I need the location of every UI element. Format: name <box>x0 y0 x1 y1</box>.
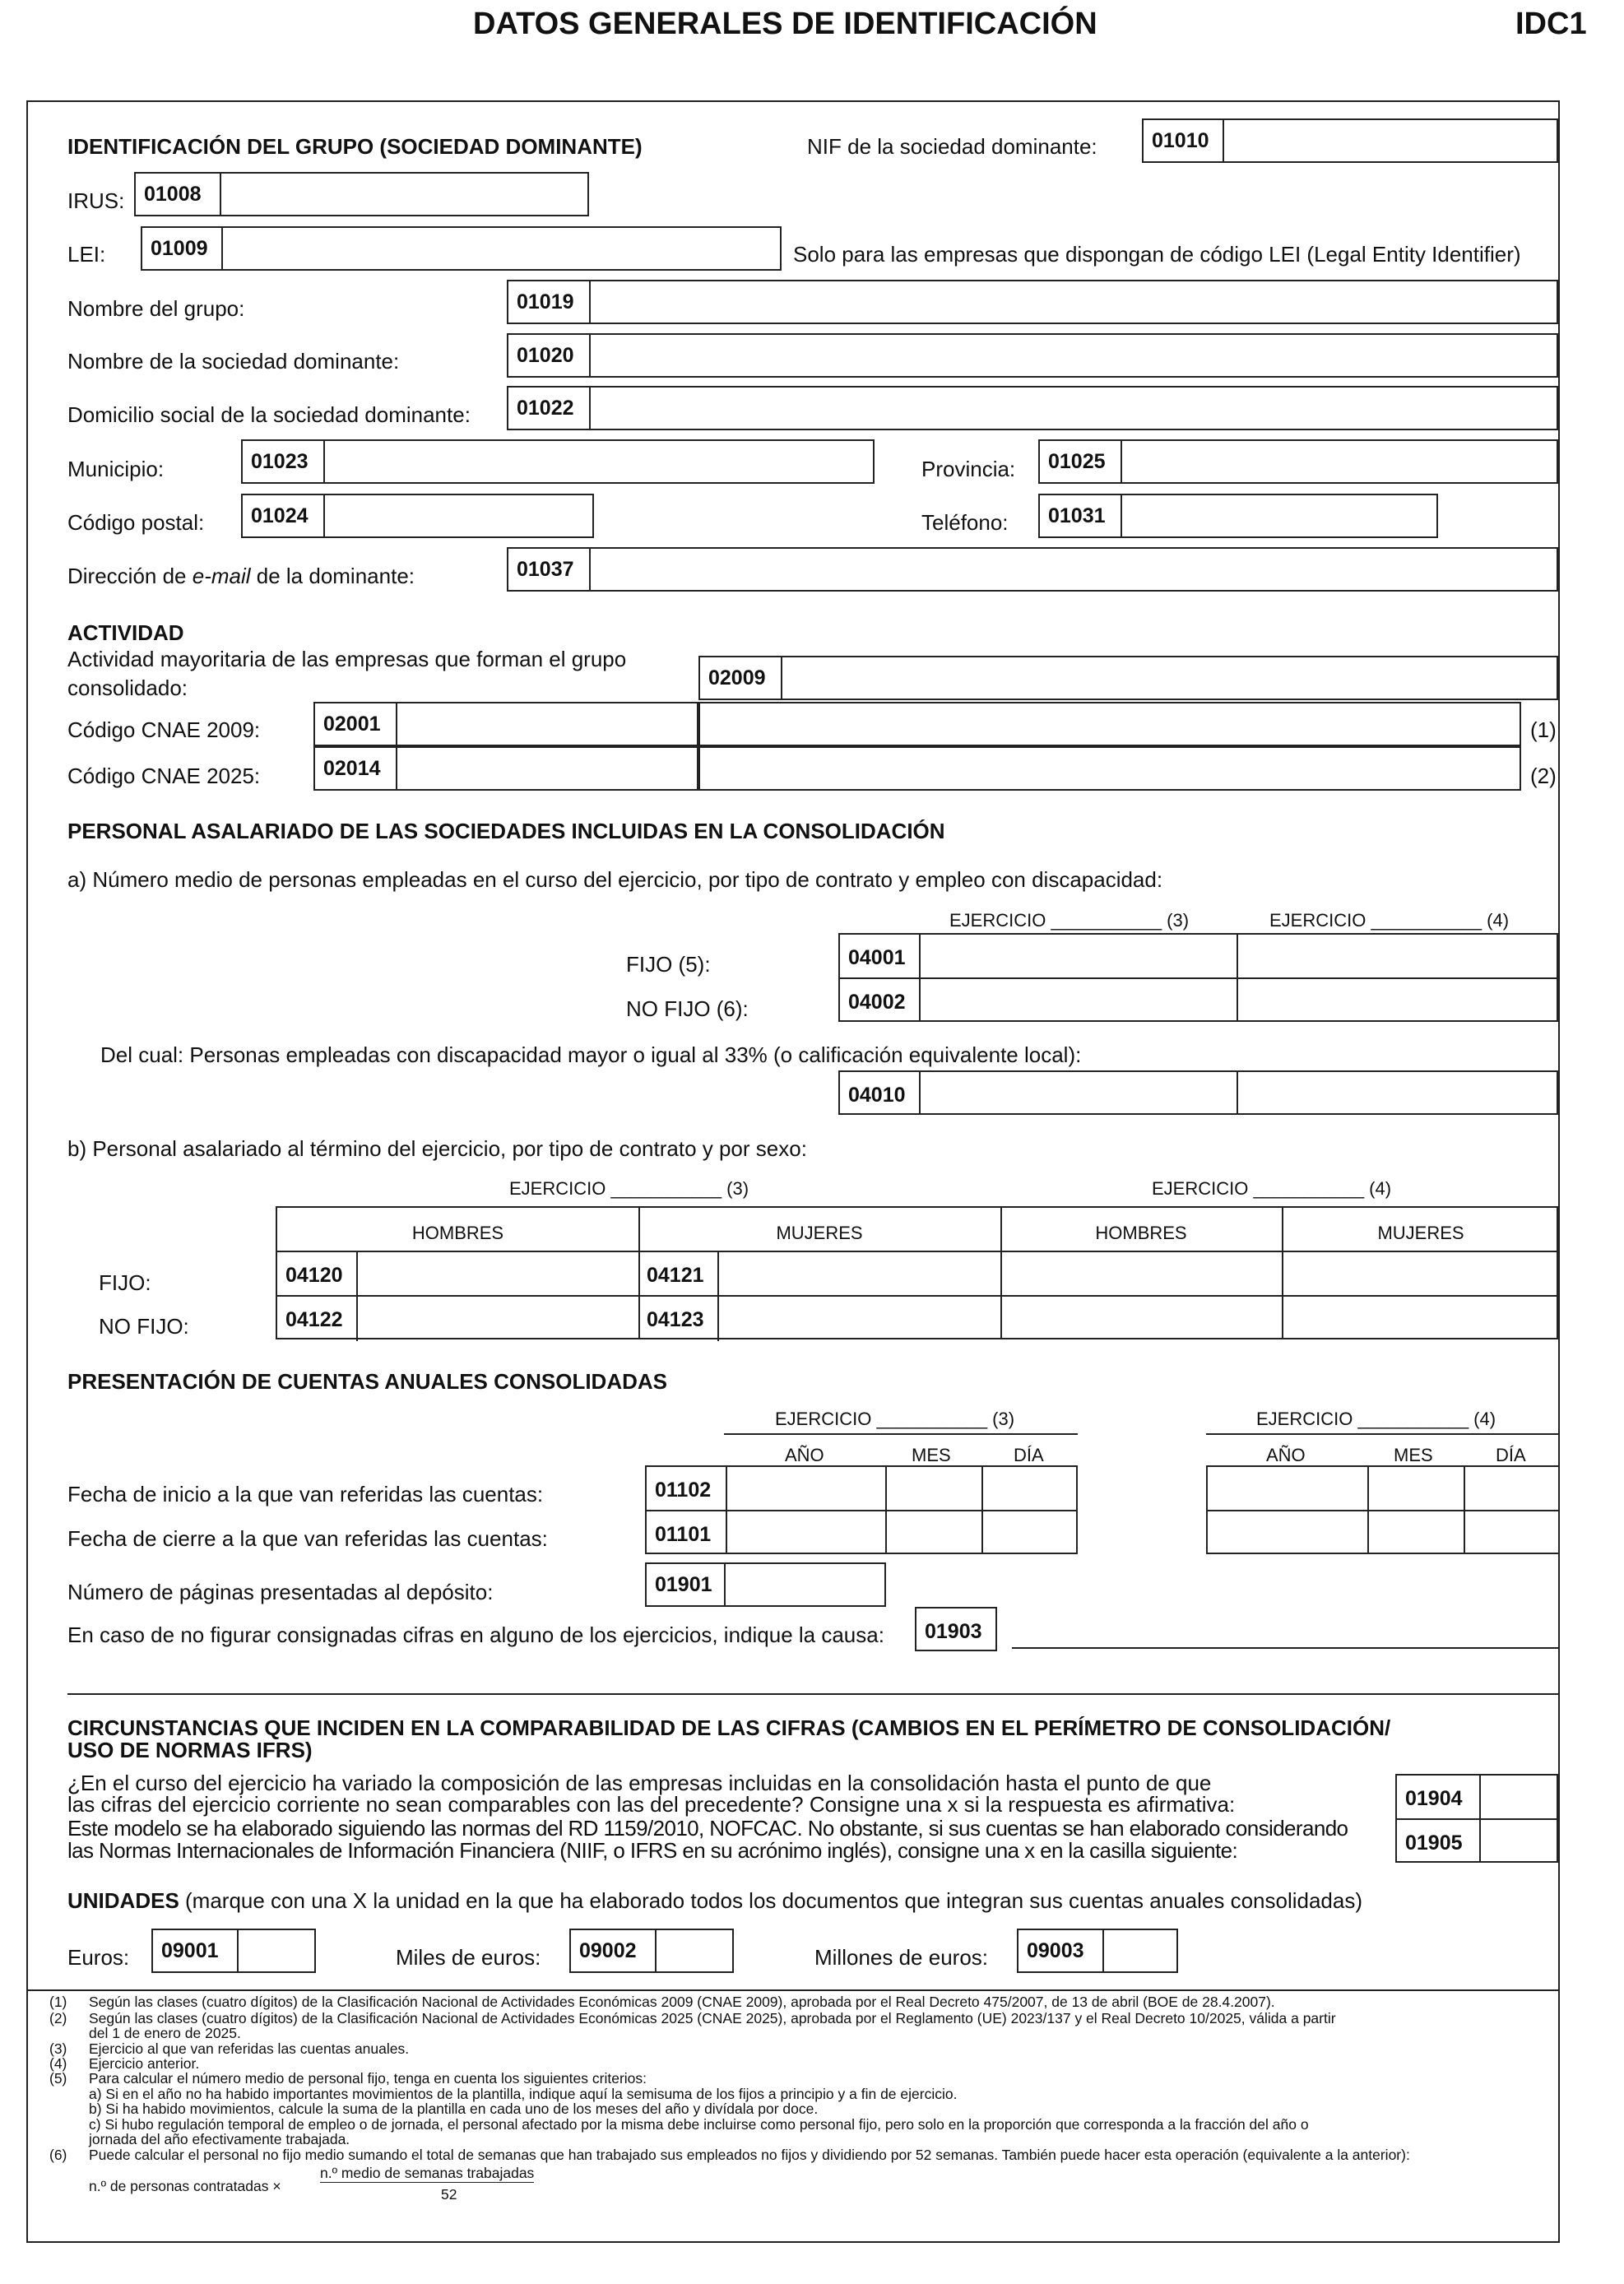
dominante-field[interactable] <box>507 333 1558 378</box>
personal-a-table <box>838 933 1558 1022</box>
irus-label: IRUS: <box>67 188 125 213</box>
note-4-num: (4) <box>49 2055 67 2072</box>
telefono-code: 01031 <box>1040 495 1122 536</box>
lei-field[interactable] <box>141 226 782 271</box>
disc-code: 04010 <box>848 1084 906 1107</box>
millones-field[interactable] <box>1017 1929 1178 1973</box>
disc-ejercicio-3-input[interactable] <box>921 1072 1237 1115</box>
personal-a-ejercicio-3: EJERCICIO ___________ (3) <box>949 910 1190 931</box>
cierre-dia-3-input[interactable] <box>983 1511 1078 1554</box>
nofijo-hombres-4-input[interactable] <box>1002 1297 1282 1339</box>
ano-header-3: AÑO <box>785 1445 824 1465</box>
nif-field[interactable] <box>1142 118 1558 163</box>
fijo-ejercicio-4-input[interactable] <box>1238 935 1559 977</box>
provincia-code: 01025 <box>1040 441 1122 482</box>
lei-label: LEI: <box>67 242 106 267</box>
note-5-num: (5) <box>49 2070 67 2087</box>
fijo-mujeres-4-input[interactable] <box>1283 1252 1558 1295</box>
disc-label: Del cual: Personas empleadas con discapacidad mayor o igual al 33% (o calificación equivalente local): <box>100 1042 1082 1067</box>
inicio-ano-4-input[interactable] <box>1208 1467 1367 1510</box>
nofijo-mujeres-3-input[interactable] <box>719 1297 1000 1339</box>
section-divider <box>67 1693 1558 1695</box>
circ-q2-line-2: las Normas Internacionales de Información Financiera (NIIF, o IFRS en su acrónimo inglés), consigne una x en la casilla siguiente: <box>67 1838 1238 1863</box>
notes-divider <box>26 1989 1560 1991</box>
cnae2025-note: (2) <box>1530 764 1557 788</box>
nofijo-code: 04002 <box>848 991 906 1014</box>
cierre-ano-4-input[interactable] <box>1208 1511 1367 1554</box>
cnae2009-code: 02001 <box>315 703 397 745</box>
fechas-table-4 <box>1206 1465 1560 1554</box>
circ-code-2: 01905 <box>1405 1831 1463 1855</box>
fechas-table-3 <box>645 1465 1078 1554</box>
email-label: Dirección de e-mail de la dominante: <box>67 564 415 588</box>
disc-ejercicio-4-input[interactable] <box>1238 1072 1559 1115</box>
hombres-header-3: HOMBRES <box>411 1223 504 1243</box>
millones-code: 09003 <box>1018 1930 1104 1971</box>
municipio-field[interactable] <box>241 439 875 484</box>
cierre-dia-4-input[interactable] <box>1465 1511 1560 1554</box>
nif-label: NIF de la sociedad dominante: <box>807 134 1097 159</box>
causa-code: 01903 <box>925 1620 982 1643</box>
nofijo-mujeres-4-input[interactable] <box>1283 1297 1558 1339</box>
municipio-label: Municipio: <box>67 457 165 481</box>
note-5c-cont: jornada del año efectivamente trabajada. <box>89 2131 350 2147</box>
cuentas-ejercicio-4: EJERCICIO ___________ (4) <box>1256 1409 1496 1429</box>
code-04122: 04122 <box>285 1308 343 1331</box>
inicio-dia-3-input[interactable] <box>983 1467 1078 1510</box>
grupo-code: 01019 <box>508 281 591 323</box>
cierre-mes-3-input[interactable] <box>887 1511 981 1554</box>
cuentas-ejercicio-3: EJERCICIO ___________ (3) <box>775 1409 1015 1429</box>
code-04120: 04120 <box>285 1264 343 1287</box>
cnae2009-label: Código CNAE 2009: <box>67 717 261 742</box>
cp-label: Código postal: <box>67 510 205 535</box>
miles-code: 09002 <box>571 1930 657 1971</box>
nif-code: 01010 <box>1144 120 1224 161</box>
irus-code: 01008 <box>136 174 221 215</box>
note-3-text: Ejercicio al que van referidas las cuentas anuales. <box>89 2040 410 2057</box>
circ-table <box>1395 1774 1558 1863</box>
nofijo-label: NO FIJO (6): <box>626 996 749 1021</box>
email-code: 01037 <box>508 549 591 590</box>
note-2-num: (2) <box>49 2010 67 2026</box>
mujeres-header-4: MUJERES <box>1377 1223 1464 1243</box>
mes-header-4: MES <box>1394 1445 1433 1465</box>
fijo-label: FIJO (5): <box>626 952 711 977</box>
note-6-text: Puede calcular el personal no fijo medio sumando el total de semanas que han trabajado sus empleados no fijos y dividiendo por 52 semanas. También puede hacer esta operación (equivalente a la anterior): <box>89 2147 1410 2163</box>
cuentas-heading: PRESENTACIÓN DE CUENTAS ANUALES CONSOLIDADAS <box>67 1369 668 1394</box>
mayoritaria-label-1: Actividad mayoritaria de las empresas que forman el grupo <box>67 647 627 671</box>
euros-code: 09001 <box>153 1930 239 1971</box>
circ-code-1: 01904 <box>1405 1787 1463 1810</box>
personal-b-label: b) Personal asalariado al término del ejercicio, por tipo de contrato y por sexo: <box>67 1136 807 1161</box>
nofijo-b-label: NO FIJO: <box>99 1314 189 1339</box>
paginas-code: 01901 <box>647 1564 726 1605</box>
cp-code: 01024 <box>243 495 325 536</box>
cierre-code: 01101 <box>655 1523 712 1546</box>
disc-table <box>838 1070 1558 1115</box>
telefono-label: Teléfono: <box>921 510 1009 535</box>
fijo-ejercicio-3-input[interactable] <box>921 935 1237 977</box>
causa-code-box <box>915 1607 997 1651</box>
nofijo-ejercicio-3-input[interactable] <box>921 979 1237 1022</box>
grupo-label: Nombre del grupo: <box>67 296 245 321</box>
millones-label: Millones de euros: <box>814 1945 988 1970</box>
fijo-b-label: FIJO: <box>99 1270 151 1295</box>
causa-label: En caso de no figurar consignadas cifras en alguno de los ejercicios, indique la causa: <box>67 1622 884 1647</box>
personal-a-ejercicio-4: EJERCICIO ___________ (4) <box>1269 910 1510 931</box>
actividad-heading: ACTIVIDAD <box>67 620 184 645</box>
ident-heading: IDENTIFICACIÓN DEL GRUPO (SOCIEDAD DOMINANTE) <box>67 134 643 159</box>
circ-heading-1: CIRCUNSTANCIAS QUE INCIDEN EN LA COMPARABILIDAD DE LAS CIFRAS (CAMBIOS EN EL PERÍMETRO DE CONSOLIDACIÓN/ <box>67 1715 1391 1740</box>
circ-q2-line-1: Este modelo se ha elaborado siguiendo las normas del RD 1159/2010, NOFCAC. No obstante, si sus cuentas se han elaborado considerando <box>67 1816 1348 1841</box>
note-5a: a) Si en el año no ha habido importantes movimientos de la plantilla, indique aquí la semisuma de los fijos a principio y a fin de ejercicio. <box>89 2086 958 2102</box>
nofijo-ejercicio-4-input[interactable] <box>1238 979 1559 1022</box>
lei-code: 01009 <box>142 228 223 269</box>
inicio-dia-4-input[interactable] <box>1465 1467 1560 1510</box>
personal-b-table <box>276 1206 1558 1339</box>
mayoritaria-label-2: consolidado: <box>67 675 188 700</box>
miles-label: Miles de euros: <box>396 1945 541 1970</box>
cp-field[interactable] <box>241 494 594 538</box>
form-code: IDC1 <box>1515 7 1587 41</box>
personal-b-ejercicio-4: EJERCICIO ___________ (4) <box>1152 1178 1392 1199</box>
cnae2025-field[interactable] <box>313 746 698 791</box>
circ-check-1[interactable] <box>1481 1776 1558 1818</box>
inicio-label: Fecha de inicio a la que van referidas las cuentas: <box>67 1482 544 1506</box>
domicilio-field[interactable] <box>507 386 1558 430</box>
dia-header-4: DÍA <box>1496 1445 1526 1465</box>
fijo-code: 04001 <box>848 946 906 969</box>
formula-numerator: n.º medio de semanas trabajadas <box>320 2165 535 2181</box>
inicio-mes-4-input[interactable] <box>1369 1467 1464 1510</box>
mujeres-header-3: MUJERES <box>776 1223 863 1243</box>
euros-label: Euros: <box>67 1945 130 1970</box>
note-1-text: Según las clases (cuatro dígitos) de la Clasificación Nacional de Actividades Económicas 2009 (CNAE 2009), aprobada por el Real Decreto 475/2007, de 13 de abril (BOE de 28.4.2007). <box>89 1994 1275 2010</box>
provincia-label: Provincia: <box>921 457 1016 481</box>
fijo-hombres-4-input[interactable] <box>1002 1252 1282 1295</box>
mayoritaria-field[interactable] <box>698 656 1558 700</box>
inicio-code: 01102 <box>655 1479 712 1502</box>
cnae2009-note: (1) <box>1530 717 1557 742</box>
personal-b-ejercicio-3: EJERCICIO ___________ (3) <box>509 1178 749 1199</box>
personal-heading: PERSONAL ASALARIADO DE LAS SOCIEDADES INCLUIDAS EN LA CONSOLIDACIÓN <box>67 819 945 843</box>
note-2-cont: del 1 de enero de 2025. <box>89 2025 241 2041</box>
circ-q1-line-2: las cifras del ejercicio corriente no sean comparables con las del precedente? Consigne una x si la respuesta es afirmativa: <box>67 1792 1236 1817</box>
paginas-label: Número de páginas presentadas al depósito: <box>67 1580 494 1604</box>
irus-field[interactable] <box>134 172 589 216</box>
hombres-header-4: HOMBRES <box>1095 1223 1187 1243</box>
cierre-ano-3-input[interactable] <box>727 1511 885 1554</box>
code-04123: 04123 <box>647 1308 704 1331</box>
dominante-code: 01020 <box>508 335 591 376</box>
mes-header-3: MES <box>912 1445 951 1465</box>
unidades-line: UNIDADES (marque con una X la unidad en la que ha elaborado todos los documentos que integran sus cuentas anuales consolidadas) <box>67 1888 1362 1913</box>
ano-header-4: AÑO <box>1266 1445 1306 1465</box>
note-6-num: (6) <box>49 2147 67 2163</box>
inicio-ano-3-input[interactable] <box>727 1467 885 1510</box>
domicilio-code: 01022 <box>508 388 591 429</box>
page-title: DATOS GENERALES DE IDENTIFICACIÓN <box>473 7 1097 41</box>
lei-note: Solo para las empresas que dispongan de código LEI (Legal Entity Identifier) <box>793 242 1521 267</box>
dia-header-3: DÍA <box>1014 1445 1044 1465</box>
cnae2009-description-field[interactable] <box>698 702 1521 746</box>
paginas-field[interactable] <box>645 1562 886 1607</box>
cnae2025-label: Código CNAE 2025: <box>67 764 261 788</box>
provincia-field[interactable] <box>1038 439 1558 484</box>
domicilio-label: Domicilio social de la sociedad dominante: <box>67 402 471 427</box>
email-field[interactable] <box>507 547 1558 592</box>
telefono-field[interactable] <box>1038 494 1438 538</box>
municipio-code: 01023 <box>243 441 325 482</box>
code-04121: 04121 <box>647 1264 704 1287</box>
circ-heading-2: USO DE NORMAS IFRS) <box>67 1738 313 1762</box>
cierre-label: Fecha de cierre a la que van referidas las cuentas: <box>67 1526 548 1551</box>
cnae2009-field[interactable] <box>313 702 698 746</box>
fijo-hombres-3-input[interactable] <box>358 1252 638 1295</box>
personal-a-label: a) Número medio de personas empleadas en el curso del ejercicio, por tipo de contrato y empleo con discapacidad: <box>67 867 1163 892</box>
note-5b: b) Si ha habido movimientos, calcule la suma de la plantilla en cada uno de los meses del año y divídala por doce. <box>89 2101 819 2117</box>
formula-left: n.º de personas contratadas × <box>89 2178 281 2194</box>
note-3-num: (3) <box>49 2040 67 2057</box>
grupo-field[interactable] <box>507 280 1558 324</box>
euros-field[interactable] <box>151 1929 316 1973</box>
cnae2025-code: 02014 <box>315 748 397 789</box>
nofijo-hombres-3-input[interactable] <box>358 1297 638 1339</box>
dominante-label: Nombre de la sociedad dominante: <box>67 349 400 374</box>
note-2-text: Según las clases (cuatro dígitos) de la Clasificación Nacional de Actividades Económicas 2025 (CNAE 2025), aprobada por el Reglamento (UE) 2023/137 y el Real Decreto 10/2025, válida a partir <box>89 2010 1336 2026</box>
causa-input-line[interactable] <box>1012 1647 1558 1649</box>
note-4-text: Ejercicio anterior. <box>89 2055 200 2072</box>
note-5c: c) Si hubo regulación temporal de empleo o de jornada, el personal afectado por la misma debe incluirse como personal fijo, pero solo en la proporción que corresponda a la fracción del año o <box>89 2116 1309 2133</box>
cnae2025-description-field[interactable] <box>698 746 1521 791</box>
miles-field[interactable] <box>569 1929 734 1973</box>
cierre-mes-4-input[interactable] <box>1369 1511 1464 1554</box>
circ-q1-line-1: ¿En el curso del ejercicio ha variado la composición de las empresas incluidas en la consolidación hasta el punto de que <box>67 1771 1212 1795</box>
mayoritaria-code: 02009 <box>700 657 782 699</box>
note-1-num: (1) <box>49 1994 67 2010</box>
circ-check-2[interactable] <box>1481 1820 1558 1863</box>
fijo-mujeres-3-input[interactable] <box>719 1252 1000 1295</box>
formula-denominator: 52 <box>441 2186 457 2203</box>
inicio-mes-3-input[interactable] <box>887 1467 981 1510</box>
note-5-text: Para calcular el número medio de personal fijo, tenga en cuenta los siguientes criterios: <box>89 2070 647 2087</box>
